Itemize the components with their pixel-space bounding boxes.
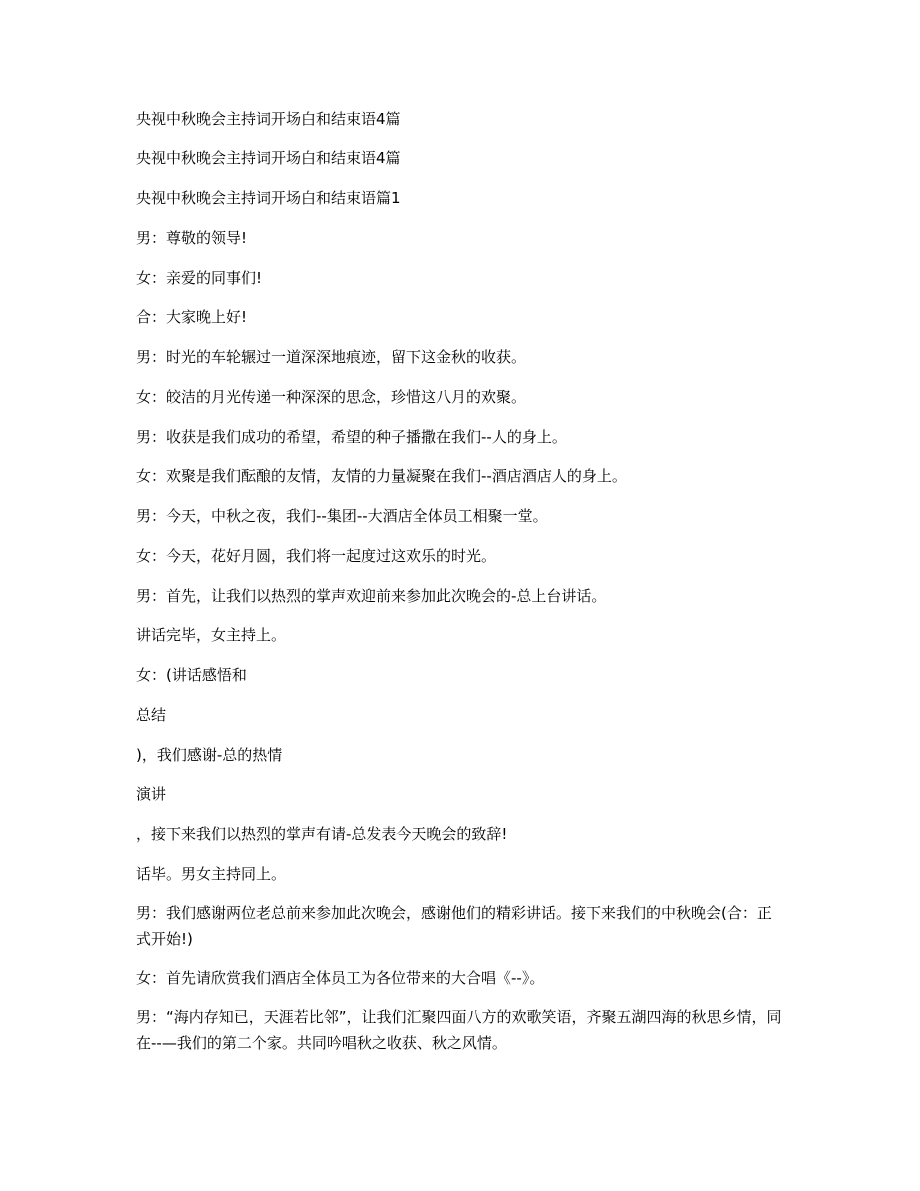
text-fragment: ，接下来我们以热烈的掌声有请-总发表今天晚会的致辞! [136,825,508,843]
dialogue-line: 女：今天，花好月圆，我们将一起度过这欢乐的时光。 [136,547,497,565]
dialogue-line: 男：首先，让我们以热烈的掌声欢迎前来参加此次晚会的-总上台讲话。 [136,587,607,605]
dialogue-line: 女：(讲话感悟和 [136,666,247,684]
dialogue-line: 男：时光的车轮辗过一道深深地痕迹，留下这金秋的收获。 [136,348,527,366]
stage-direction: 话毕。男女主持同上。 [136,865,287,883]
dialogue-line: 合：大家晚上好! [136,308,248,326]
dialogue-line: 男：今天，中秋之夜，我们--集团--大酒店全体员工相聚一堂。 [136,507,548,525]
text-fragment: )，我们感谢-总的热情 [136,746,283,764]
dialogue-line: 女：首先请欣赏我们酒店全体员工为各位带来的大合唱《--》。 [136,969,545,987]
dialogue-line: 男：我们感谢两位老总前来参加此次晚会，感谢他们的精彩讲话。接下来我们的中秋晚会(合：正式开始!) [136,904,772,948]
dialogue-line: 女：欢聚是我们酝酿的友情，友情的力量凝聚在我们--酒店酒店人的身上。 [136,467,627,485]
text-fragment: 演讲 [136,785,167,803]
dialogue-line: 女：皎洁的月光传递一种深深的思念，珍惜这八月的欢聚。 [136,388,527,406]
dialogue-line: 男：尊敬的领导! [136,229,248,247]
document-subtitle: 央视中秋晚会主持词开场白和结束语4篇 [136,149,401,167]
dialogue-line: 女：亲爱的同事们! [136,269,263,287]
section-heading: 央视中秋晚会主持词开场白和结束语篇1 [136,189,401,207]
document-title: 央视中秋晚会主持词开场白和结束语4篇 [136,110,401,128]
dialogue-line: 男：收获是我们成功的希望，希望的种子播撒在我们--人的身上。 [136,428,567,446]
dialogue-line: 男：“海内存知已，天涯若比邻”，让我们汇聚四面八方的欢歌笑语，齐聚五湖四海的秋思乡情，同在--—我们的第二个家。共同吟唱秋之收获、秋之风情。 [136,1008,782,1052]
text-fragment: 总结 [136,706,167,724]
stage-direction: 讲话完毕，女主持上。 [136,626,287,644]
